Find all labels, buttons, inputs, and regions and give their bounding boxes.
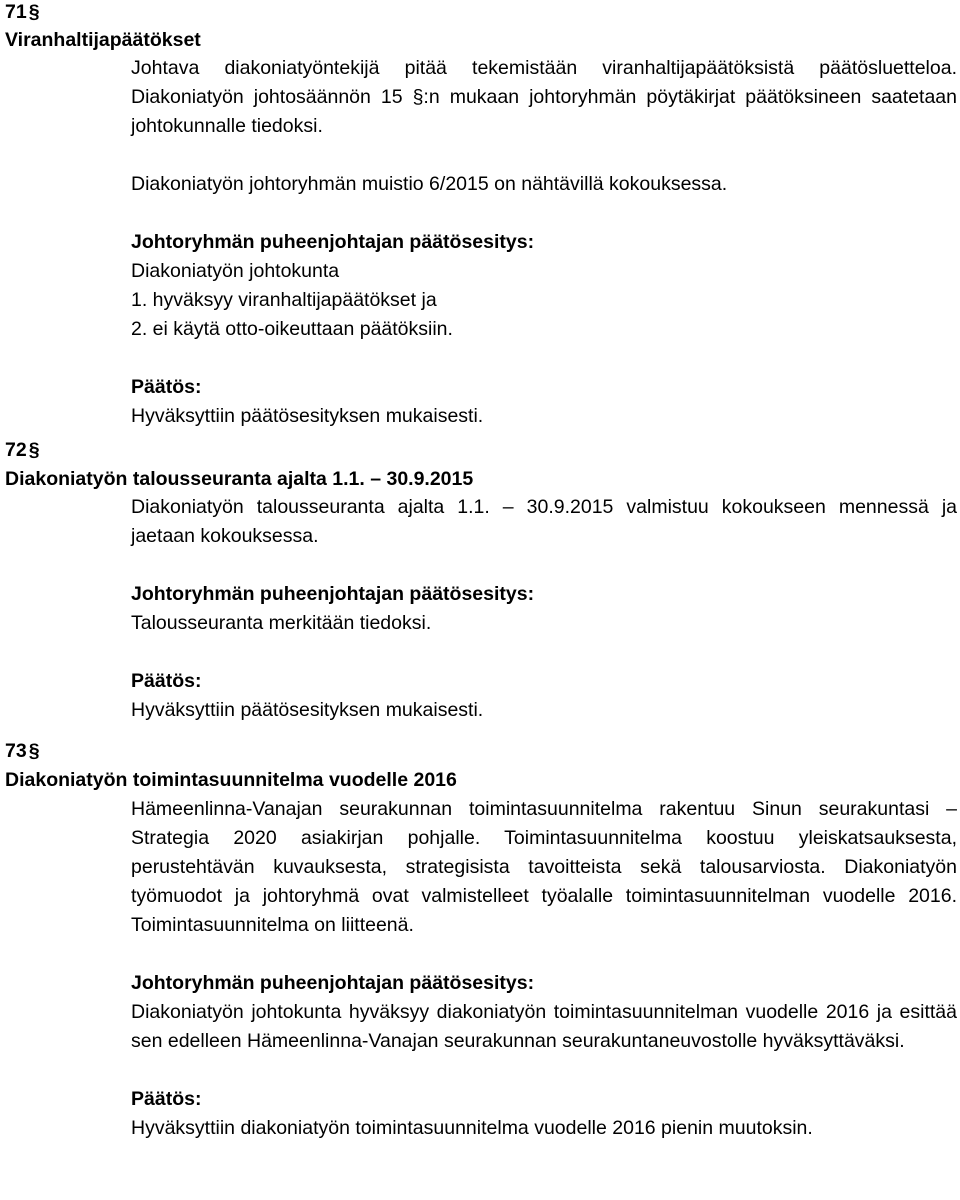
section-71-body bbox=[131, 54, 957, 431]
section-number: 71 bbox=[5, 1, 27, 23]
paragraph: Hämeenlinna-Vanajan seurakunnan toimintasuunnitelma rakentuu Sinun seurakuntasi – Strategia 2020 asiakirjan pohjalle. Toimintasuunnitelma koostuu yleiskatsauksesta, perustehtävän kuvauksesta, strategisista tavoitteista sekä talousarviosta. Diakoniatyön työmuodot ja johtoryhmä ovat valmistelleet työalalle toimintasuunnitelman vuodelle 2016. Toimintasuunnitelma on liitteenä. bbox=[131, 798, 957, 936]
proposal-label: Johtoryhmän puheenjohtajan päätösesitys: bbox=[131, 583, 535, 605]
proposal-intro: Diakoniatyön johtokunta bbox=[131, 260, 340, 282]
section-73-body bbox=[131, 795, 957, 1143]
proposal-list-item: 1. hyväksyy viranhaltijapäätökset ja bbox=[131, 289, 437, 311]
proposal-label: Johtoryhmän puheenjohtajan päätösesitys: bbox=[131, 231, 535, 253]
section-title: Diakoniatyön talousseuranta ajalta 1.1. – 30.9.2015 bbox=[5, 468, 474, 490]
section-number: 72 bbox=[5, 439, 27, 461]
section-72-body bbox=[131, 493, 957, 725]
section-title: Viranhaltijapäätökset bbox=[5, 29, 201, 51]
section-72-number-line bbox=[5, 436, 40, 465]
proposal-text: Diakoniatyön johtokunta hyväksyy diakoniatyön toimintasuunnitelman vuodelle 2016 ja esittää sen edelleen Hämeenlinna-Vanajan seurakunnan seurakuntaneuvostolle hyväksyttäväksi. bbox=[131, 1001, 957, 1052]
section-title: Diakoniatyön toimintasuunnitelma vuodelle 2016 bbox=[5, 769, 457, 791]
decision-text: Hyväksyttiin päätösesityksen mukaisesti. bbox=[131, 405, 484, 427]
decision-text: Hyväksyttiin päätösesityksen mukaisesti. bbox=[131, 699, 484, 721]
proposal-label: Johtoryhmän puheenjohtajan päätösesitys: bbox=[131, 972, 535, 994]
section-73-number-line bbox=[5, 737, 40, 766]
paragraph: Diakoniatyön johtoryhmän muistio 6/2015 on nähtävillä kokouksessa. bbox=[131, 173, 728, 195]
paragraph: Diakoniatyön talousseuranta ajalta 1.1. – 30.9.2015 valmistuu kokoukseen mennessä ja jaetaan kokouksessa. bbox=[131, 496, 957, 547]
proposal-text: Talousseuranta merkitään tiedoksi. bbox=[131, 612, 432, 634]
section-sign: § bbox=[28, 439, 40, 461]
decision-label: Päätös: bbox=[131, 670, 202, 692]
section-sign: § bbox=[28, 1, 40, 23]
proposal-list-item: 2. ei käytä otto-oikeuttaan päätöksiin. bbox=[131, 318, 453, 340]
section-71-number-line bbox=[5, 0, 40, 27]
section-number: 73 bbox=[5, 740, 27, 762]
decision-text: Hyväksyttiin diakoniatyön toimintasuunnitelma vuodelle 2016 pienin muutoksin. bbox=[131, 1117, 813, 1139]
paragraph: Johtava diakoniatyöntekijä pitää tekemistään viranhaltijapäätöksistä päätösluetteloa. Diakoniatyön johtosäännön 15 §:n mukaan johtoryhmän pöytäkirjat päätöksineen saatetaan johtokunnalle tiedoksi. bbox=[131, 57, 957, 137]
decision-label: Päätös: bbox=[131, 1088, 202, 1110]
decision-label: Päätös: bbox=[131, 376, 202, 398]
section-sign: § bbox=[28, 740, 40, 762]
